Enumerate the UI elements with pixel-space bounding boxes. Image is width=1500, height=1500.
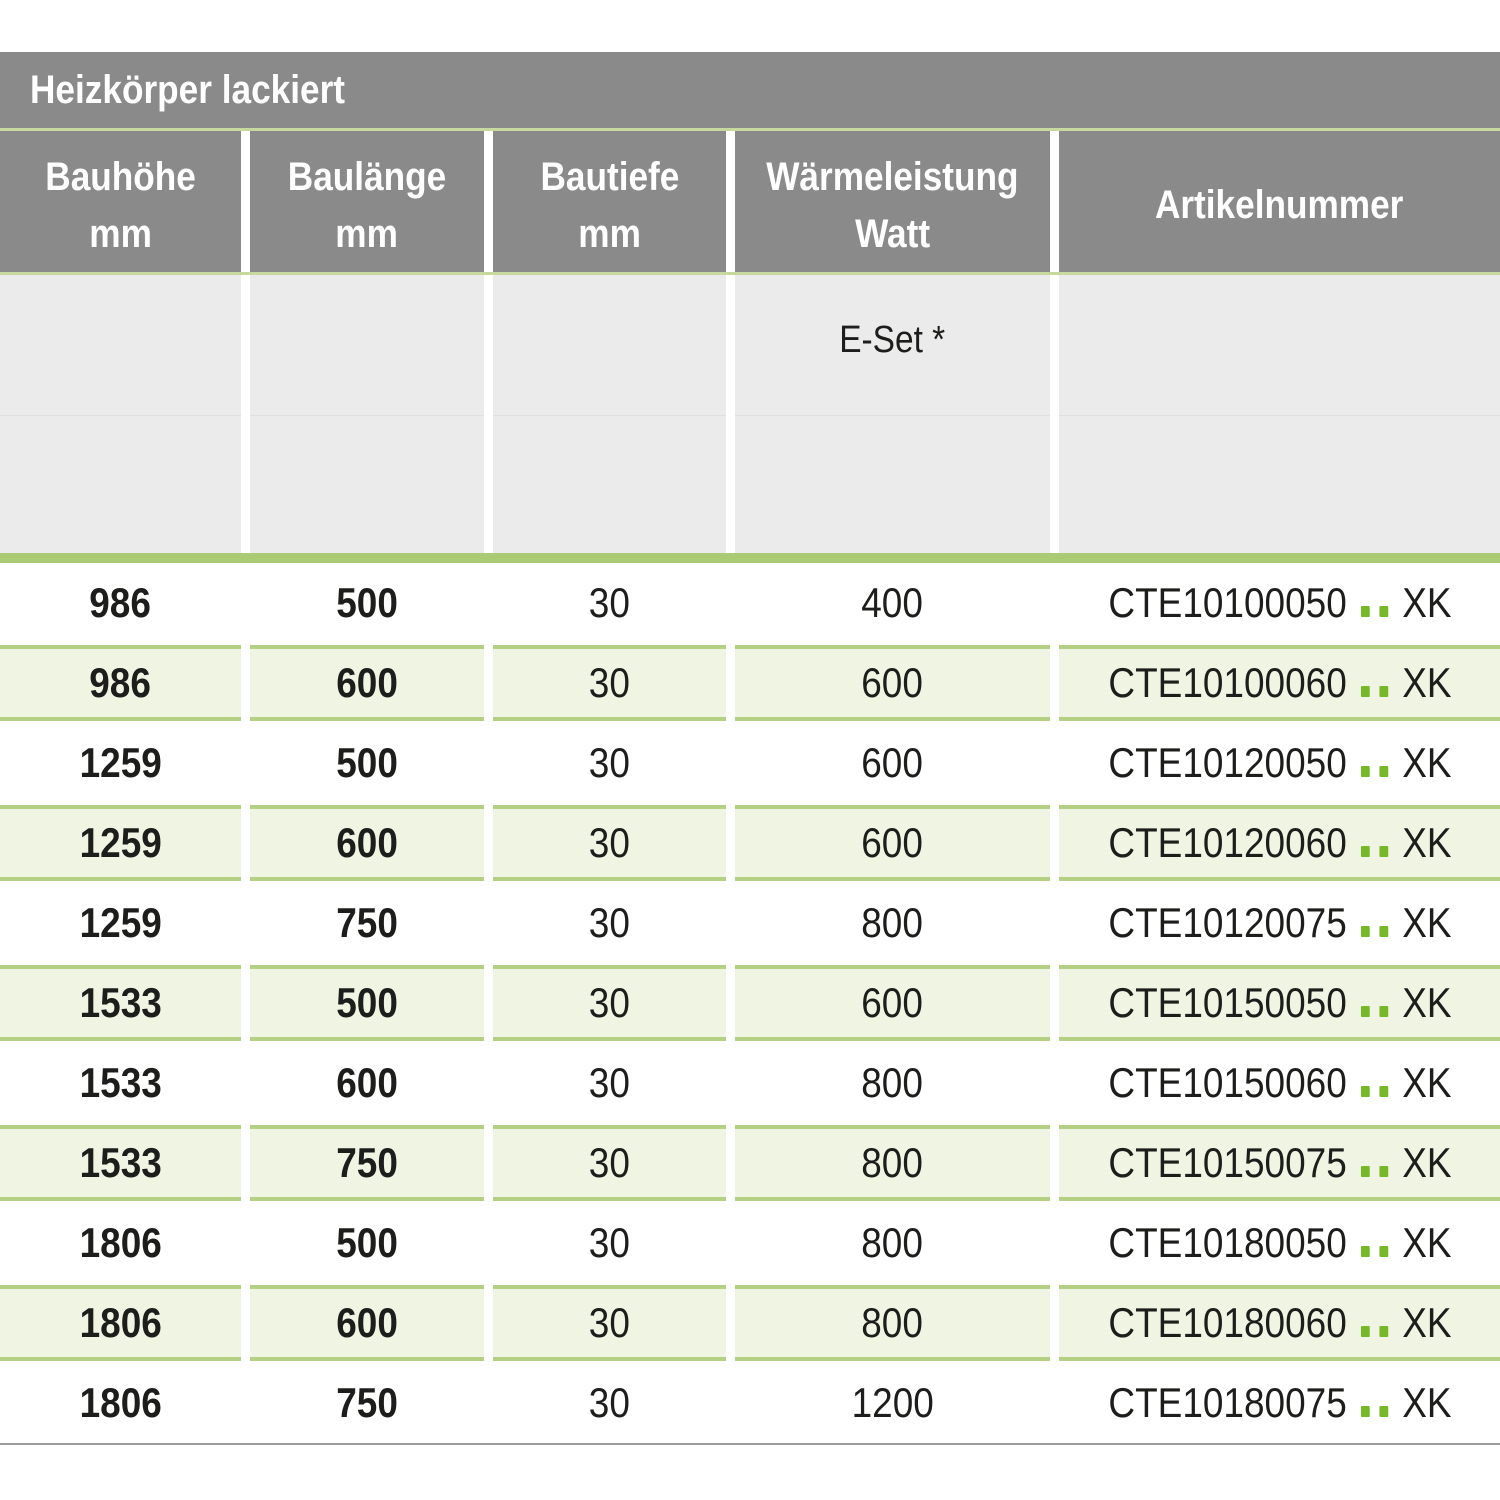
artikelnummer-suffix: XK (1401, 1299, 1452, 1346)
cell-bautiefe: 30 (493, 1285, 726, 1361)
cell-bautiefe: 30 (588, 1379, 631, 1426)
artikelnummer-prefix: CTE10150050 (1107, 979, 1347, 1026)
cell-bauhoehe: 1533 (79, 1059, 162, 1106)
cell-bauhoehe: 1259 (79, 739, 162, 786)
column-header-unit: mm (89, 211, 152, 256)
cell-waermeleistung: 600 (735, 965, 1050, 1041)
cell-bautiefe: 30 (493, 965, 726, 1041)
cell-artikelnummer (1059, 1043, 1500, 1123)
cell-bauhoehe: 986 (89, 579, 152, 626)
color-code-dot-icon (1360, 926, 1369, 937)
column-header-unit: Watt (855, 211, 930, 256)
color-code-dot-icon (1379, 1246, 1388, 1257)
cell-bautiefe: 30 (588, 899, 631, 946)
color-code-dot-icon (1379, 766, 1388, 777)
cell-artikelnummer (1059, 805, 1500, 881)
cell-artikelnummer (1059, 1203, 1500, 1283)
color-code-dot-icon (1360, 1406, 1369, 1417)
cell-bauhoehe: 1806 (79, 1379, 162, 1426)
cell-waermeleistung: 400 (861, 579, 924, 626)
cell-waermeleistung: 800 (735, 1285, 1050, 1361)
cell-bauhoehe: 986 (0, 645, 241, 721)
column-header-label: Wärmeleistung (766, 154, 1019, 199)
artikelnummer-suffix: XK (1401, 739, 1452, 786)
artikelnummer-suffix: XK (1401, 1139, 1452, 1186)
cell-baulaenge: 500 (336, 1219, 398, 1266)
artikelnummer-prefix: CTE10150060 (1107, 1059, 1347, 1106)
cell-baulaenge: 750 (250, 1125, 484, 1201)
cell-bautiefe: 30 (588, 1059, 631, 1106)
cell-waermeleistung: 600 (735, 645, 1050, 721)
color-code-dot-icon (1379, 1086, 1388, 1097)
artikelnummer-prefix: CTE10180060 (1107, 1299, 1347, 1346)
cell-artikelnummer (1059, 723, 1500, 803)
cell-baulaenge: 600 (250, 1285, 484, 1361)
artikelnummer-suffix: XK (1401, 1379, 1452, 1426)
cell-waermeleistung: 600 (735, 805, 1050, 881)
cell-artikelnummer (1059, 563, 1500, 643)
table-row (0, 963, 1500, 1043)
artikelnummer-suffix: XK (1401, 979, 1452, 1026)
color-code-dot-icon (1379, 846, 1388, 857)
table-row (0, 1363, 1500, 1443)
artikelnummer-suffix: XK (1401, 899, 1452, 946)
subheader-cell-bauhoehe (0, 275, 241, 553)
table-row (0, 1123, 1500, 1203)
color-code-dot-icon (1379, 686, 1388, 697)
cell-artikelnummer (1059, 1363, 1500, 1443)
cell-bauhoehe: 1259 (79, 899, 162, 946)
top-margin (0, 0, 1500, 52)
subheader-row (0, 275, 1500, 553)
color-code-dot-icon (1360, 606, 1369, 617)
cell-baulaenge: 500 (250, 965, 484, 1041)
cell-waermeleistung: 800 (861, 1219, 924, 1266)
column-header-waermeleistung (735, 131, 1050, 272)
artikelnummer-suffix: XK (1401, 579, 1452, 626)
cell-baulaenge: 500 (336, 739, 398, 786)
cell-artikelnummer (1059, 883, 1500, 963)
table-title-bar (0, 52, 1500, 128)
eset-label: E-Set * (839, 319, 946, 361)
column-header-label: Artikelnummer (1155, 183, 1404, 227)
cell-bauhoehe: 1806 (79, 1219, 162, 1266)
artikelnummer-suffix: XK (1401, 819, 1452, 866)
cell-artikelnummer (1059, 965, 1500, 1041)
artikelnummer-prefix: CTE10120075 (1107, 899, 1347, 946)
cell-baulaenge: 600 (250, 645, 484, 721)
cell-baulaenge: 600 (336, 1059, 398, 1106)
cell-baulaenge: 600 (250, 805, 484, 881)
table-row (0, 643, 1500, 723)
color-code-dot-icon (1379, 1006, 1388, 1017)
cell-artikelnummer (1059, 645, 1500, 721)
table-bottom-rule (0, 1443, 1500, 1445)
color-code-dot-icon (1360, 846, 1369, 857)
color-code-dot-icon (1360, 1006, 1369, 1017)
color-code-dot-icon (1360, 1326, 1369, 1337)
subheader-cell-eset (735, 275, 1050, 553)
artikelnummer-prefix: CTE10180075 (1107, 1379, 1347, 1426)
table-row (0, 883, 1500, 963)
artikelnummer-prefix: CTE10120050 (1107, 739, 1347, 786)
artikelnummer-suffix: XK (1401, 1059, 1452, 1106)
cell-waermeleistung: 800 (861, 1059, 924, 1106)
color-code-dot-icon (1379, 1406, 1388, 1417)
cell-bautiefe: 30 (493, 645, 726, 721)
table-header-separator-bar (0, 553, 1500, 563)
column-header-unit: mm (578, 211, 641, 256)
cell-bautiefe: 30 (493, 1125, 726, 1201)
cell-baulaenge: 750 (336, 899, 398, 946)
cell-baulaenge: 500 (336, 579, 398, 626)
cell-waermeleistung: 800 (735, 1125, 1050, 1201)
column-header-artikelnummer (1059, 131, 1500, 272)
artikelnummer-prefix: CTE10180050 (1107, 1219, 1347, 1266)
color-code-dot-icon (1360, 686, 1369, 697)
cell-bautiefe: 30 (493, 805, 726, 881)
table-row (0, 723, 1500, 803)
table-row (0, 1283, 1500, 1363)
cell-bauhoehe: 1806 (0, 1285, 241, 1361)
table-row (0, 1203, 1500, 1283)
subheader-cell-bautiefe (493, 275, 726, 553)
artikelnummer-prefix: CTE10100060 (1107, 659, 1347, 706)
column-header-bautiefe (493, 131, 726, 272)
table-title: Heizkörper lackiert (30, 67, 345, 112)
subheader-cell-baulaenge (250, 275, 484, 553)
artikelnummer-prefix: CTE10100050 (1107, 579, 1347, 626)
table-row (0, 803, 1500, 883)
artikelnummer-suffix: XK (1401, 659, 1452, 706)
color-code-dot-icon (1360, 766, 1369, 777)
column-header-bauhoehe (0, 131, 241, 272)
color-code-dot-icon (1379, 926, 1388, 937)
artikelnummer-prefix: CTE10150075 (1107, 1139, 1347, 1186)
cell-bautiefe: 30 (588, 739, 631, 786)
cell-waermeleistung: 600 (861, 739, 924, 786)
color-code-dot-icon (1379, 606, 1388, 617)
cell-artikelnummer (1059, 1125, 1500, 1201)
table-row (0, 1043, 1500, 1123)
cell-baulaenge: 750 (336, 1379, 398, 1426)
column-header-unit: mm (335, 211, 399, 256)
color-code-dot-icon (1379, 1326, 1388, 1337)
column-header-baulaenge (250, 131, 484, 272)
column-header-row (0, 131, 1500, 272)
column-header-label: Bautiefe (540, 154, 679, 199)
color-code-dot-icon (1360, 1086, 1369, 1097)
artikelnummer-suffix: XK (1401, 1219, 1452, 1266)
cell-waermeleistung: 1200 (851, 1379, 934, 1426)
cell-artikelnummer (1059, 1285, 1500, 1361)
color-code-dot-icon (1379, 1166, 1388, 1177)
cell-bauhoehe: 1533 (0, 965, 241, 1041)
color-code-dot-icon (1360, 1246, 1369, 1257)
cell-bautiefe: 30 (588, 579, 631, 626)
cell-bauhoehe: 1533 (0, 1125, 241, 1201)
cell-bautiefe: 30 (588, 1219, 631, 1266)
cell-waermeleistung: 800 (861, 899, 924, 946)
cell-bauhoehe: 1259 (0, 805, 241, 881)
table-body (0, 563, 1500, 1443)
column-header-label: Baulänge (287, 154, 447, 199)
table-row (0, 563, 1500, 643)
artikelnummer-prefix: CTE10120060 (1107, 819, 1347, 866)
column-header-label: Bauhöhe (45, 154, 196, 199)
subheader-cell-artikelnummer (1059, 275, 1500, 553)
color-code-dot-icon (1360, 1166, 1369, 1177)
